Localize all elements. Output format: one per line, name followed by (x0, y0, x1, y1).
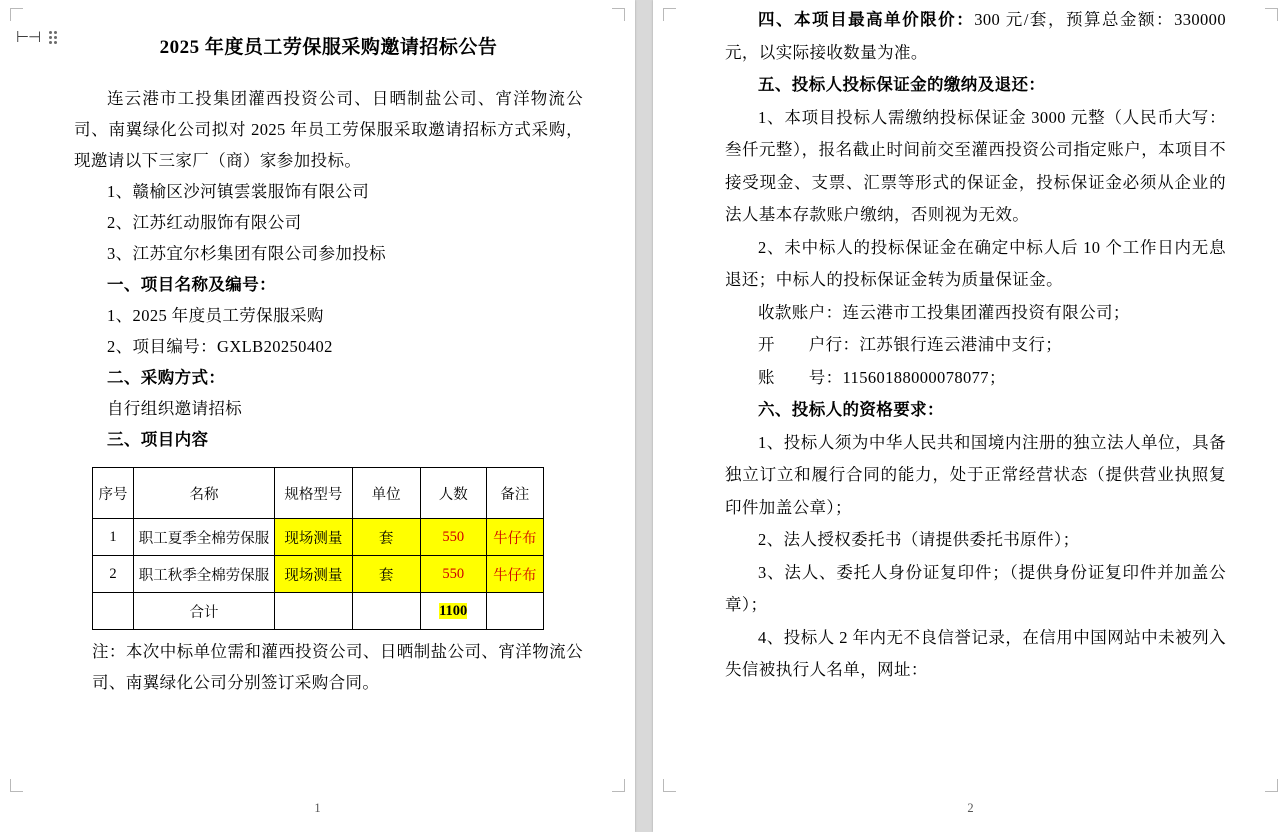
cell-unit: 套 (352, 556, 420, 593)
section-2-heading: 二、采购方式： (107, 368, 226, 387)
table-header-remark: 备注 (486, 468, 543, 519)
account-number-line: 账 号：11560188000078077； (758, 367, 1006, 387)
section-5-heading: 五、投标人投标保证金的缴纳及退还： (758, 75, 1046, 94)
table-header-row (93, 468, 544, 519)
bank-line: 开 户行：江苏银行连云港浦中支行； (758, 335, 1063, 354)
cell-index: 2 (93, 556, 134, 593)
crop-mark-top-left (10, 8, 23, 21)
table-total-row (93, 593, 544, 630)
project-items-table (92, 467, 544, 630)
payee-account-line: 收款账户：连云港市工投集团灌西投资有限公司； (758, 302, 1130, 322)
section-6-heading: 六、投标人的资格要求： (758, 400, 944, 419)
section-6-item-1: 1、投标人须为中华人民共和国境内注册的独立法人单位，具备独立订立和履行合同的能力，处于正常经营状态（提供营业执照复印件加盖公章）； (725, 432, 1226, 517)
drag-handle-toolbar[interactable] (16, 30, 57, 45)
crop-mark-top-left (663, 8, 676, 21)
section-1-item-2: 2、项目编号：GXLB20250402 (107, 337, 333, 356)
bidder-item-2: 2、江苏红动服饰有限公司 (107, 213, 302, 232)
table-row (93, 556, 544, 593)
cell-count: 550 (420, 556, 486, 593)
document-page-1 (0, 0, 635, 832)
cell-empty (486, 593, 543, 630)
table-header-spec: 规格型号 (275, 468, 352, 519)
bidder-item-1: 1、赣榆区沙河镇雲裳服饰有限公司 (107, 182, 370, 201)
grip-dots-icon[interactable] (49, 31, 57, 44)
crop-mark-top-right (612, 8, 625, 21)
crop-mark-bottom-right (1265, 779, 1278, 792)
total-value-highlight: 1100 (439, 602, 468, 619)
bidder-item-3: 3、江苏宜尔杉集团有限公司参加投标 (107, 244, 387, 263)
document-page-2 (653, 0, 1288, 832)
section-6-item-3: 3、法人、委托人身份证复印件；（提供身份证复印件并加盖公章）； (725, 562, 1226, 614)
table-row (93, 519, 544, 556)
section-4-heading: 四、本项目最高单价限价： (758, 10, 975, 29)
cell-count: 550 (420, 519, 486, 556)
section-4-paragraph (725, 4, 1226, 69)
crop-mark-bottom-left (10, 779, 23, 792)
cell-total-value (420, 593, 486, 630)
cell-unit: 套 (352, 519, 420, 556)
intro-paragraph: 连云港市工投集团灌西投资公司、日晒制盐公司、宵洋物流公司、南翼绿化公司拟对 2025 年员工劳保服采取邀请招标方式采购，现邀请以下三家厂（商）家参加投标。 (74, 89, 583, 170)
section-4-body: 300 元/套，预算总金额：330000 元，以实际接收数量为准。 (725, 10, 1226, 62)
page-number: 1 (314, 801, 321, 815)
page-title: 2025 年度员工劳保服采购邀请招标公告 (159, 37, 498, 58)
cell-index: 1 (93, 519, 134, 556)
crop-mark-top-right (1265, 8, 1278, 21)
section-3-heading: 三、项目内容 (107, 430, 209, 449)
table-header-index: 序号 (93, 468, 134, 519)
page-number: 2 (967, 801, 974, 815)
section-1-heading: 一、项目名称及编号： (107, 275, 276, 294)
cell-remark: 牛仔布 (486, 556, 543, 593)
table-note: 注：本次中标单位需和灌西投资公司、日晒制盐公司、宵洋物流公司、南翼绿化公司分别签订采购合同。 (92, 642, 583, 692)
crop-mark-bottom-right (612, 779, 625, 792)
table-header-unit: 单位 (352, 468, 420, 519)
crop-mark-bottom-left (663, 779, 676, 792)
cell-spec: 现场测量 (275, 556, 352, 593)
cell-name: 职工夏季全棉劳保服 (133, 519, 274, 556)
section-2-body: 自行组织邀请招标 (107, 399, 243, 418)
cell-empty (352, 593, 420, 630)
cell-empty (93, 593, 134, 630)
section-5-item-2: 2、未中标人的投标保证金在确定中标人后 10 个工作日内无息退还；中标人的投标保证金转为质量保证金。 (725, 237, 1226, 289)
table-header-name: 名称 (133, 468, 274, 519)
section-1-item-1: 1、2025 年度员工劳保服采购 (107, 306, 324, 325)
section-6-item-2: 2、法人授权委托书（请提供委托书原件）； (758, 530, 1080, 549)
section-6-item-4: 4、投标人 2 年内无不良信誉记录，在信用中国网站中未被列入失信被执行人名单，网址： (725, 627, 1226, 679)
cell-remark: 牛仔布 (486, 519, 543, 556)
cell-total-label: 合计 (133, 593, 274, 630)
section-5-item-1: 1、本项目投标人需缴纳投标保证金 3000 元整（人民币大写：叁仟元整），报名截止时间前交至灌西投资公司指定账户，本项目不接受现金、支票、汇票等形式的保证金，投标保证金必须从企业的法人基本存款账户缴纳，否则视为无效。 (725, 107, 1226, 224)
drag-handle-icon[interactable]: ⊢⊣ (16, 29, 41, 46)
table-header-count: 人数 (420, 468, 486, 519)
cell-empty (275, 593, 352, 630)
cell-name: 职工秋季全棉劳保服 (133, 556, 274, 593)
cell-spec: 现场测量 (275, 519, 352, 556)
